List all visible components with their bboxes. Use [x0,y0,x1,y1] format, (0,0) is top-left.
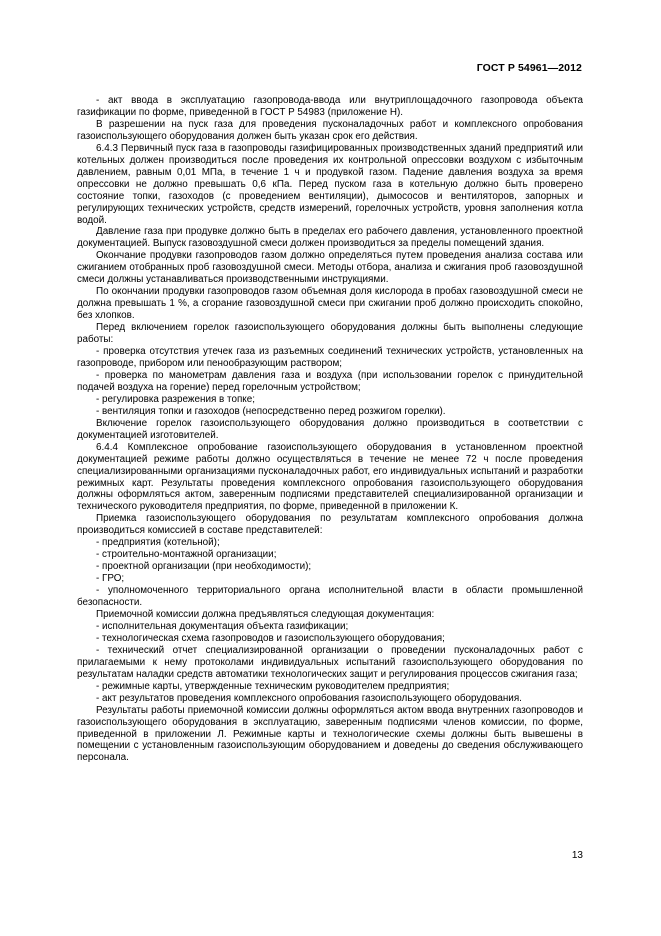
list-item: - проектной организации (при необходимости); [96,561,312,573]
paragraph: Окончание продувки газопроводов газом должно определяться путем проведения анализа состава или сжиганием отобранных проб газовоздушной смеси. Методы отбора, анализа и сжигания проб газовоздушной смеси должны устанавливаться производственными инструкциями. [77,250,583,286]
paragraph: Включение горелок газоиспользующего оборудования должно производиться в соответствии с документацией изготовителей. [77,417,583,441]
list-item: - проверка отсутствия утечек газа из разъемных соединений технических устройств, установленных на газопроводе, прибором или пенообразующим раствором; [77,346,583,369]
standard-header: ГОСТ Р 54961—2012 [476,62,582,74]
list-item: - акт результатов проведения комплексного опробования газоиспользующего оборудования. [96,692,522,704]
page-number: 13 [571,850,583,861]
list-item: - проверка по манометрам давления газа и воздуха (при использовании горелок с принудительной подачей воздуха на горение) перед горелочным устройством; [77,369,583,393]
list-item: - строительно-монтажной организации; [96,549,277,561]
paragraph: Перед включением горелок газоиспользующего оборудования должны быть выполнены следующие работы: [77,322,583,346]
paragraph: По окончании продувки газопроводов газом объемная доля кислорода в пробах газовоздушной смеси не должна превышать 1 %, а сгорание газовоздушной смеси при сжигании проб должно происходить спокойно, без хлопков. [77,286,583,322]
list-item: - регулировка разрежения в топке; [96,393,255,405]
list-item: - предприятия (котельной); [96,537,220,549]
paragraph: 6.4.4 Комплексное опробование газоиспользующего оборудования в установленном проектной документацией режиме работы должно осуществляться в течение не менее 72 ч после проведения специализированными организациями пусконаладочных работ, его индивидуальных испытаний и разработки режимных карт. Результаты проведения комплексного опробования газоиспользующего оборудования должны оформляться актом, заверенным подписями представителей специализированной организации и технического руководителя предприятия, по форме, приведенной в приложении К. [77,441,583,513]
paragraph: В разрешении на пуск газа для проведения пусконаладочных работ и комплексного опробования газоиспользующего оборудования должен быть указан срок его действия. [77,118,583,142]
paragraph: Давление газа при продувке должно быть в пределах его рабочего давления, установленного проектной документацией. Выпуск газовоздушной смеси должен производиться за пределы помещений здания. [77,226,583,250]
paragraph: - акт ввода в эксплуатацию газопровода-ввода или внутриплощадочного газопровода объекта газификации по форме, приведенной в ГОСТ Р 54983 (приложение Н). [77,95,583,118]
list-item: - режимные карты, утвержденные техническим руководителем предприятия; [96,680,450,692]
list-item: - технический отчет специализированной организации о проведении пусконаладочных работ с прилагаемыми к нему протоколами индивидуальных испытаний газоиспользующего оборудования по результатам наладки средств автоматики технологических защит и регулирования процессов сжигания газа; [77,644,583,680]
paragraph: Результаты работы приемочной комиссии должны оформляться актом ввода внутренних газопроводов и газоиспользующего оборудования в эксплуатацию, заверенным подписями членов комиссии, по форме, приведенной в приложении Л. Режимные карты и технологические схемы должны быть вывешены в помещении с установленным газоиспользующим оборудованием и доведены до сведения обслуживающего персонала. [77,704,583,764]
list-item: - ГРО; [96,573,125,585]
paragraph: Приемочной комиссии должна предъявляться следующая документация: [96,608,435,620]
list-item: - исполнительная документация объекта газификации; [96,620,349,632]
list-item: - уполномоченного территориального органа исполнительной власти в области промышленной безопасности. [77,585,583,609]
list-item: - технологическая схема газопроводов и газоиспользующего оборудования; [96,632,445,644]
document-body [77,95,583,764]
paragraph: Приемка газоиспользующего оборудования по результатам комплексного опробования должна производиться комиссией в составе представителей: [77,513,583,537]
list-item: - вентиляция топки и газоходов (непосредственно перед розжигом горелки). [96,405,446,417]
paragraph: 6.4.3 Первичный пуск газа в газопроводы газифицированных производственных зданий предприятий или котельных должен производиться после проведения их контрольной опрессовки воздухом с избыточным давлением, равным 0,01 МПа, в течение 1 ч и продувкой газом. Падение давления воздуха за время опрессовки не должно превышать 0,6 кПа. Перед пуском газа в котельную должно быть проверено состояние топки, газоходов (с проведением вентиляции), дымососов и вентиляторов, запорных и регулирующих технических устройств, средств измерений, горелочных устройств, уровня заполнения котла водой. [77,142,583,226]
